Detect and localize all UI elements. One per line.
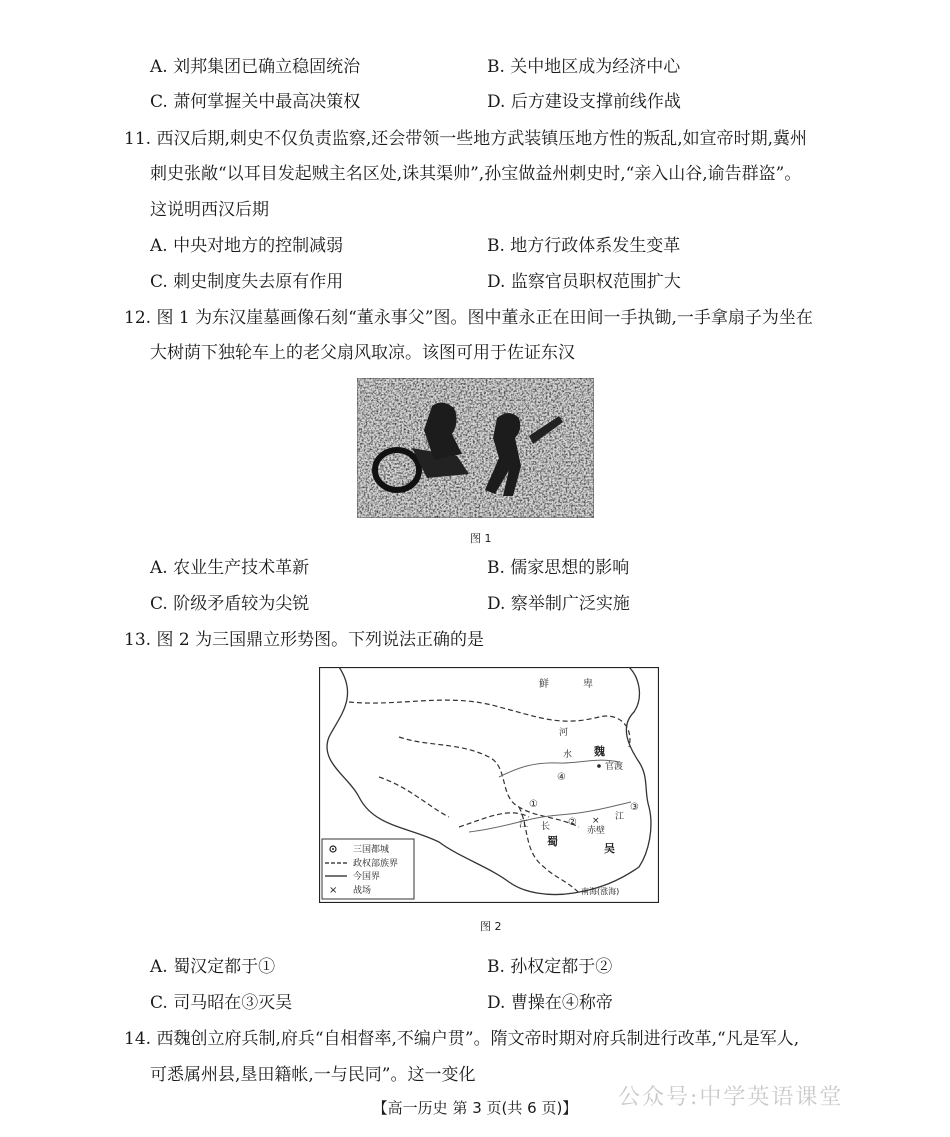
figure-2-three-kingdoms-map — [319, 667, 659, 903]
map-label-num-3: ③ — [630, 802, 639, 813]
page-footer: 【高一历史 第 3 页(共 6 页)】 — [372, 1099, 578, 1117]
q12-stem-line-2: 大树荫下独轮车上的老父扇风取凉。该图可用于佐证东汉 — [150, 343, 575, 363]
q12-option-a: A. 农业生产技术革新 — [150, 558, 310, 578]
q13-option-b: B. 孙权定都于② — [487, 957, 613, 977]
q10-option-c: C. 萧何掌握关中最高决策权 — [150, 92, 361, 112]
legend-battlefield: 战场 — [353, 886, 372, 896]
map-label-num-1: ① — [529, 799, 538, 810]
q10-option-b: B. 关中地区成为经济中心 — [487, 57, 681, 77]
q14-stem-line-2: 可悉属州县,垦田籍帐,一与民同”。这一变化 — [150, 1065, 476, 1085]
map-label-wei: 魏 — [594, 745, 605, 758]
figure-1-stone-carving — [357, 378, 594, 518]
three-kingdoms-map — [319, 667, 659, 903]
figure-1-caption: 图 1 — [470, 532, 492, 545]
battlefield-legend-icon: × — [329, 885, 338, 896]
map-label-xianbei-2: 卑 — [583, 679, 593, 690]
map-label-wu: 吴 — [604, 842, 615, 855]
guandu-marker — [597, 764, 601, 768]
q13-option-d: D. 曹操在④称帝 — [487, 993, 613, 1013]
battlefield-marker-chibi: × — [592, 816, 600, 826]
q14-stem-line-1: 14. 西魏创立府兵制,府兵“自相督率,不编户贯”。隋文帝时期对府兵制进行改革,“凡是军人, — [124, 1029, 800, 1049]
map-label-river-3: 江 — [519, 820, 529, 830]
map-label-xianbei-1: 鲜 — [539, 679, 549, 690]
legend-capital: 三国都城 — [353, 845, 390, 855]
q11-option-a: A. 中央对地方的控制减弱 — [150, 236, 344, 256]
map-legend — [322, 839, 414, 899]
q11-stem-line-3: 这说明西汉后期 — [150, 200, 269, 220]
map-label-shu: 蜀 — [547, 835, 558, 848]
q13-stem: 13. 图 2 为三国鼎立形势图。下列说法正确的是 — [124, 630, 485, 650]
q13-option-c: C. 司马昭在③灭吴 — [150, 993, 293, 1013]
q13-option-a: A. 蜀汉定都于① — [150, 957, 276, 977]
q11-option-b: B. 地方行政体系发生变革 — [487, 236, 681, 256]
q10-option-d: D. 后方建设支撑前线作战 — [487, 92, 681, 112]
q12-option-b: B. 儒家思想的影响 — [487, 558, 630, 578]
q12-option-c: C. 阶级矛盾较为尖锐 — [150, 594, 310, 614]
q11-option-c: C. 刺史制度失去原有作用 — [150, 272, 344, 292]
map-label-num-4: ④ — [557, 772, 566, 783]
map-label-river-2: 水 — [563, 750, 573, 760]
q12-option-d: D. 察举制广泛实施 — [487, 594, 630, 614]
map-label-river-4: 长 — [541, 822, 551, 832]
map-label-river-1: 河 — [559, 728, 569, 738]
map-label-chibi: 赤壁 — [587, 826, 606, 836]
legend-regime-boundary: 政权部族界 — [353, 859, 399, 869]
figure-2-caption: 图 2 — [480, 920, 502, 933]
map-label-river-5: 江 — [615, 812, 625, 822]
stone-carving-image — [357, 378, 594, 518]
q11-option-d: D. 监察官员职权范围扩大 — [487, 272, 681, 292]
map-label-num-2: ② — [568, 817, 577, 828]
watermark: 公众号:中学英语课堂 — [618, 1085, 844, 1110]
map-label-guandu: 官渡 — [605, 762, 624, 772]
q11-stem-line-1: 11. 西汉后期,刺史不仅负责监察,还会带领一些地方武装镇压地方性的叛乱,如宣帝时期,冀州 — [124, 129, 808, 149]
q11-stem-line-2: 刺史张敞“以耳目发起贼主名区处,诛其渠帅”,孙宝做益州刺史时,“亲入山谷,谕告群盗”。 — [150, 164, 802, 184]
q12-stem-line-1: 12. 图 1 为东汉崖墓画像石刻“董永事父”图。图中董永正在田间一手执锄,一手拿扇子为坐在 — [124, 308, 813, 328]
q10-option-a: A. 刘邦集团已确立稳固统治 — [150, 57, 361, 77]
legend-modern-border: 今国界 — [353, 872, 381, 882]
map-label-sea: 南海(涨海) — [581, 887, 620, 896]
